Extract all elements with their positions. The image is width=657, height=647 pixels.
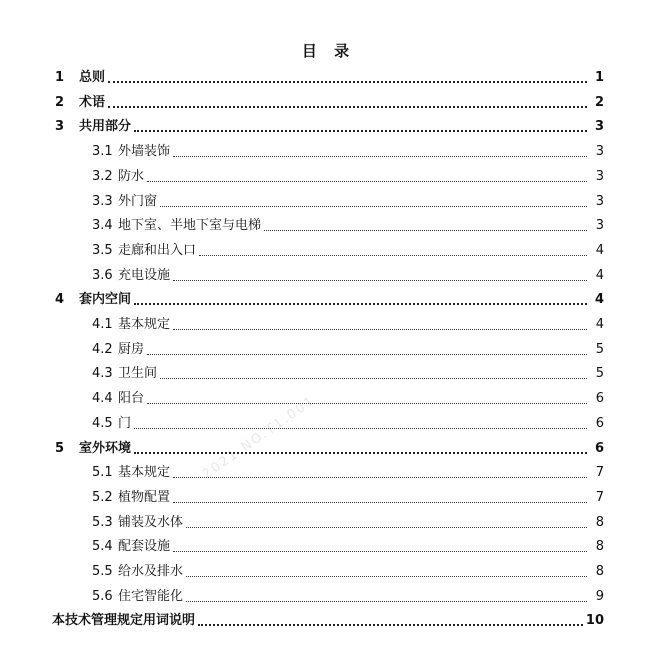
dot-leader [264, 230, 587, 231]
dot-leader [173, 329, 587, 330]
toc-entry[interactable] [92, 336, 604, 358]
toc-entry[interactable] [55, 113, 604, 135]
toc-entry-label: 地下室、半地下室与电梯 [118, 218, 262, 234]
toc-entry-label: 本技术管理规定用词说明 [52, 613, 196, 629]
toc-entry-label: 配套设施 [118, 539, 171, 555]
dot-leader [186, 576, 587, 577]
toc-entry-label: 卫生间 [118, 366, 158, 382]
toc-entry-page-number: 6 [595, 391, 604, 407]
toc-entry-number: 4.1 [92, 317, 113, 332]
toc-entry-label: 共用部分 [79, 119, 132, 135]
toc-entry-number: 4.3 [92, 366, 113, 382]
toc-entry-label: 术语 [79, 94, 106, 110]
dot-leader [108, 81, 587, 83]
toc-entry-number: 3 [55, 119, 65, 135]
toc-entry[interactable] [92, 459, 604, 481]
toc-entry[interactable] [92, 237, 604, 259]
toc-entry-page-number: 4 [595, 267, 604, 283]
toc-entry-number: 5.4 [92, 539, 113, 555]
toc-entry-label: 防水 [118, 168, 145, 184]
toc-entry[interactable] [92, 262, 604, 284]
toc-entry-number: 5.6 [92, 588, 113, 604]
toc-entry[interactable] [92, 509, 604, 531]
toc-entry-label: 走廊和出入口 [118, 242, 197, 258]
toc-entry-number: 4 [55, 292, 65, 308]
toc-entry-page-number: 3 [595, 144, 604, 160]
toc-entry-label: 厨房 [118, 341, 145, 357]
dot-leader [134, 303, 587, 305]
toc-entry-page-number: 3 [595, 218, 604, 234]
dot-leader [134, 428, 587, 429]
dot-leader [134, 130, 587, 132]
toc-entry-label: 基本规定 [118, 317, 171, 332]
toc-entry[interactable] [92, 311, 604, 333]
dot-leader [173, 156, 587, 157]
dot-leader [160, 206, 587, 207]
dot-leader [147, 181, 587, 182]
toc-entry-page-number: 6 [594, 440, 604, 456]
toc-entry-number: 5.3 [92, 514, 113, 530]
toc-entry-label: 阳台 [118, 391, 145, 407]
toc-entry-page-number: 3 [595, 193, 604, 209]
toc-entry-number: 3.3 [92, 193, 113, 209]
toc-entry-page-number: 7 [595, 489, 604, 505]
dot-leader [186, 527, 587, 528]
toc-entry-page-number: 3 [594, 119, 604, 135]
toc-entry-number: 3.6 [92, 267, 113, 283]
toc-entry-page-number: 8 [595, 564, 604, 579]
toc-entry-page-number: 7 [595, 465, 604, 481]
toc-entry-number: 4.5 [92, 415, 113, 431]
toc-entry-page-number: 4 [594, 292, 604, 308]
dot-leader [173, 477, 587, 478]
dot-leader [173, 280, 587, 281]
toc-entry-page-number: 8 [595, 514, 604, 530]
toc-entry-number: 3.5 [92, 242, 113, 258]
toc-entry[interactable] [55, 435, 604, 457]
watermark: 2021.NO.T1.001 [200, 393, 319, 483]
toc-entry-page-number: 9 [595, 588, 604, 604]
toc-entry-page-number: 1 [594, 70, 604, 85]
dot-leader [173, 551, 587, 552]
toc-entry[interactable] [92, 484, 604, 506]
toc-entry[interactable] [92, 410, 604, 432]
toc-entry[interactable] [92, 583, 604, 605]
toc-entry-number: 3.2 [92, 168, 113, 184]
toc-entry[interactable] [92, 163, 604, 185]
page-title: 目 录 [301, 42, 356, 60]
toc-entry[interactable] [55, 286, 604, 308]
toc-entry-number: 4.2 [92, 341, 113, 357]
dot-leader [108, 106, 587, 108]
toc-entry-page-number: 2 [594, 94, 604, 110]
toc-entry[interactable] [92, 533, 604, 555]
toc-entry[interactable] [55, 64, 604, 86]
toc-entry-label: 门 [118, 415, 132, 431]
dot-leader [134, 452, 587, 454]
toc-entry-number: 1 [55, 70, 65, 85]
dot-leader [199, 255, 587, 256]
toc-entry[interactable] [92, 188, 604, 210]
toc-entry-page-number: 5 [595, 366, 604, 382]
toc-entry-page-number: 5 [595, 341, 604, 357]
toc-entry-number: 5.2 [92, 489, 113, 505]
toc-entry-number: 3.1 [92, 144, 113, 160]
dot-leader [173, 502, 587, 503]
toc-entry[interactable] [92, 385, 604, 407]
toc-entry[interactable] [92, 212, 604, 234]
toc-entry-page-number: 10 [585, 613, 604, 629]
toc-entry-label: 植物配置 [118, 489, 171, 505]
toc-entry-number: 2 [55, 94, 65, 110]
dot-leader [147, 403, 587, 404]
toc-entry-label: 套内空间 [79, 292, 132, 308]
toc-entry-page-number: 4 [595, 317, 604, 332]
toc-entry[interactable] [92, 138, 604, 160]
toc-entry-label: 外墙装饰 [118, 144, 171, 160]
toc-entry[interactable] [55, 89, 604, 111]
toc-entry[interactable] [92, 558, 604, 580]
toc-entry-label: 外门窗 [118, 193, 158, 209]
toc-entry-number: 5.1 [92, 465, 113, 481]
toc-entry-label: 给水及排水 [118, 564, 184, 579]
dot-leader [186, 601, 587, 602]
toc-entry-label: 室外环境 [79, 440, 132, 456]
toc-entry-number: 3.4 [92, 218, 113, 234]
toc-entry[interactable] [92, 360, 604, 382]
dot-leader [198, 624, 583, 626]
toc-entry-page-number: 3 [595, 168, 604, 184]
dot-leader [147, 354, 587, 355]
toc-entry-number: 4.4 [92, 391, 113, 407]
toc-entry-page-number: 4 [595, 242, 604, 258]
dot-leader [160, 378, 587, 379]
toc-entry-label: 住宅智能化 [118, 588, 184, 604]
toc-entry[interactable] [52, 607, 604, 629]
toc-entry-page-number: 6 [595, 415, 604, 431]
toc-entry-label: 基本规定 [118, 465, 171, 481]
toc-entry-page-number: 8 [595, 539, 604, 555]
toc-entry-number: 5.5 [92, 564, 113, 579]
toc-entry-label: 总则 [79, 70, 106, 85]
toc-entry-number: 5 [55, 440, 65, 456]
toc-entry-label: 充电设施 [118, 267, 171, 283]
toc-entry-label: 铺装及水体 [118, 514, 184, 530]
